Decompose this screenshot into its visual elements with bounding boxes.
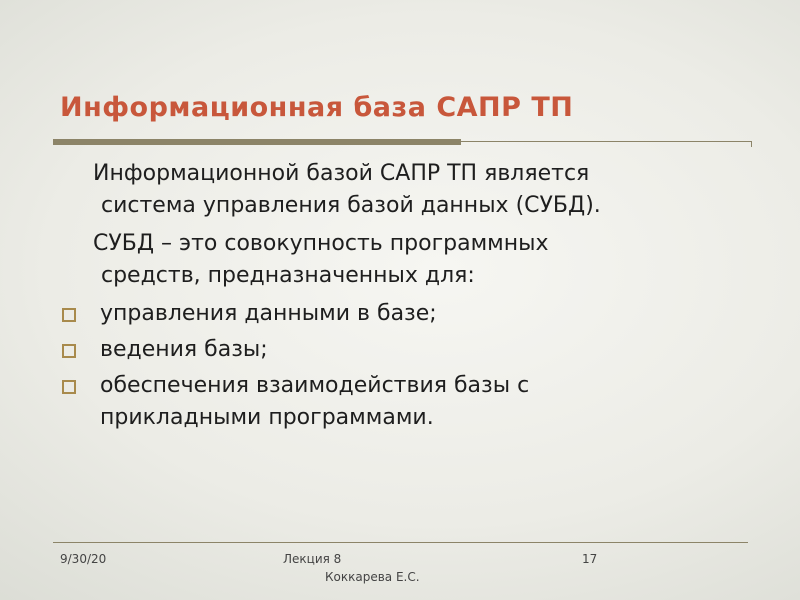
title-underline-tick xyxy=(747,141,752,147)
footer-author: Коккарева Е.С. xyxy=(325,570,420,584)
paragraph-dbms-definition xyxy=(60,228,750,292)
bullet-list xyxy=(60,298,750,434)
list-item xyxy=(60,334,750,366)
bullet-text: ведения базы; xyxy=(100,337,268,362)
list-item xyxy=(60,298,750,330)
slide-title: Информационная база САПР ТП xyxy=(60,92,574,123)
footer-lecture: Лекция 8 xyxy=(283,552,342,566)
footer-page-number: 17 xyxy=(582,552,598,566)
hollow-square-bullet-icon xyxy=(62,308,76,322)
paragraph-info-base xyxy=(60,158,750,222)
footer-divider xyxy=(53,542,748,543)
bullet-text: обеспечения взаимодействия базы с xyxy=(100,373,530,398)
paragraph-line: Информационной базой САПР ТП является xyxy=(93,161,590,186)
bullet-text-continued: прикладными программами. xyxy=(100,405,434,430)
hollow-square-bullet-icon xyxy=(62,344,76,358)
title-underline-thin xyxy=(461,141,751,142)
footer-date: 9/30/20 xyxy=(60,552,107,566)
title-underline-thick xyxy=(53,139,461,145)
bullet-text: управления данными в базе; xyxy=(100,301,437,326)
paragraph-line: СУБД – это совокупность программных xyxy=(93,231,549,256)
list-item xyxy=(60,370,750,434)
hollow-square-bullet-icon xyxy=(62,380,76,394)
slide-content xyxy=(60,158,750,438)
paragraph-line: средств, предназначенных для: xyxy=(101,263,475,288)
paragraph-line: система управления базой данных (СУБД). xyxy=(101,193,601,218)
